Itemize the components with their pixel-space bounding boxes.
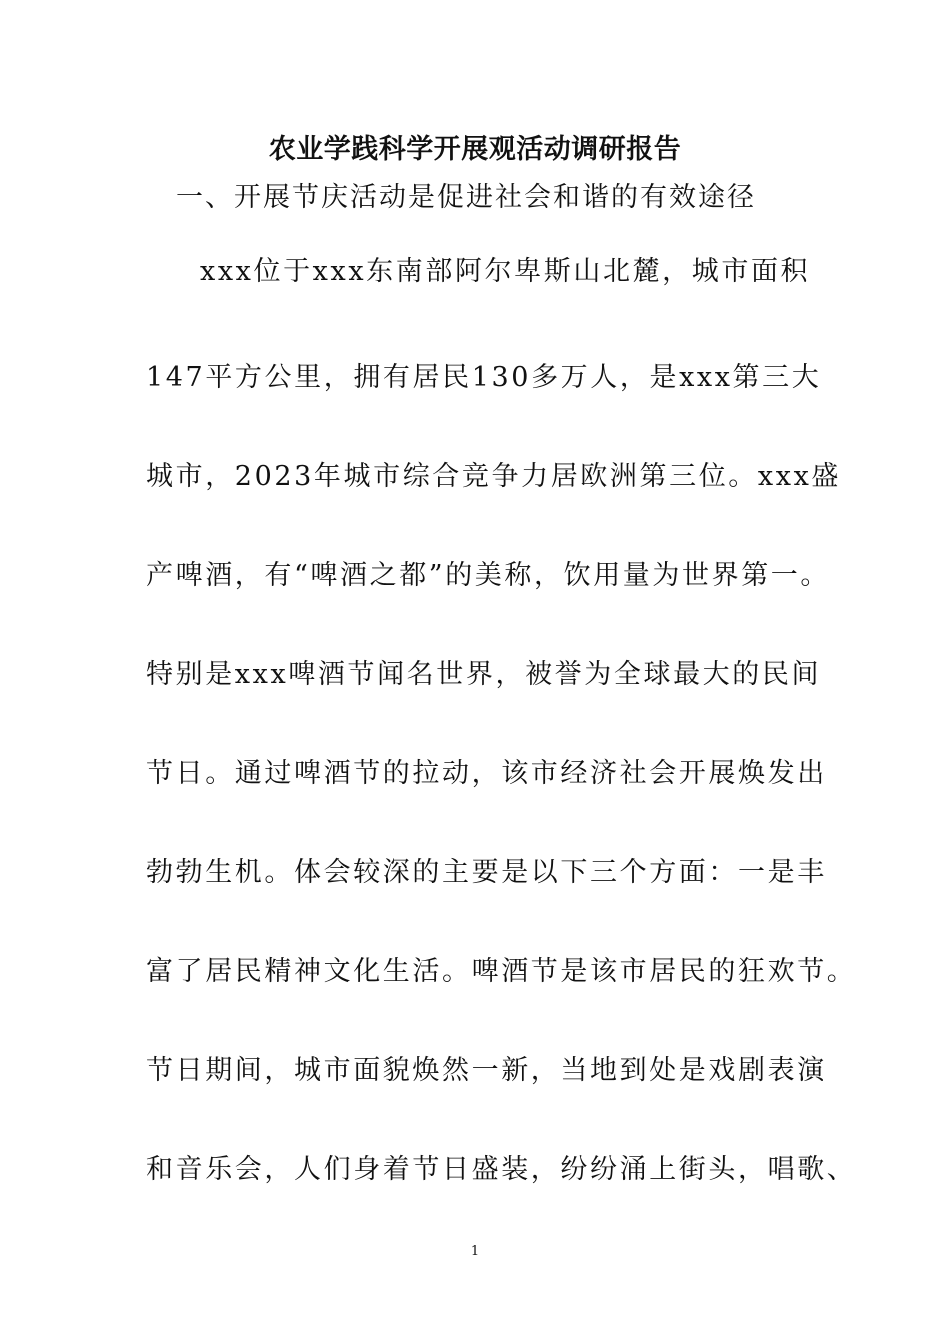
page-number: 1 [470, 1244, 480, 1259]
paragraph-line: 和音乐会，人们身着节日盛装，纷纷涌上街头，唱歌、 [146, 1154, 857, 1185]
paragraph-line: 产啤酒，有“啤酒之都”的美称，饮用量为世界第一。 [146, 560, 831, 591]
paragraph-line: 节日期间，城市面貌焕然一新，当地到处是戏剧表演 [146, 1055, 827, 1086]
paragraph-line: 节日。通过啤酒节的拉动，该市经济社会开展焕发出 [146, 758, 827, 789]
paragraph-line: 富了居民精神文化生活。啤酒节是该市居民的狂欢节。 [146, 956, 857, 987]
document-title: 农业学践科学开展观活动调研报告 [268, 134, 682, 165]
section-heading: 一、开展节庆活动是促进社会和谐的有效途径 [176, 182, 756, 213]
paragraph-line: 特别是xxx啤酒节闻名世界，被誉为全球最大的民间 [146, 659, 822, 690]
paragraph-line: 勃勃生机。体会较深的主要是以下三个方面：一是丰 [146, 857, 827, 888]
paragraph-line: 147平方公里，拥有居民130多万人，是xxx第三大 [146, 362, 822, 393]
paragraph-line: xxx位于xxx东南部阿尔卑斯山北麓，城市面积 [200, 256, 811, 287]
paragraph-line: 城市，2023年城市综合竞争力居欧洲第三位。xxx盛 [146, 461, 841, 492]
